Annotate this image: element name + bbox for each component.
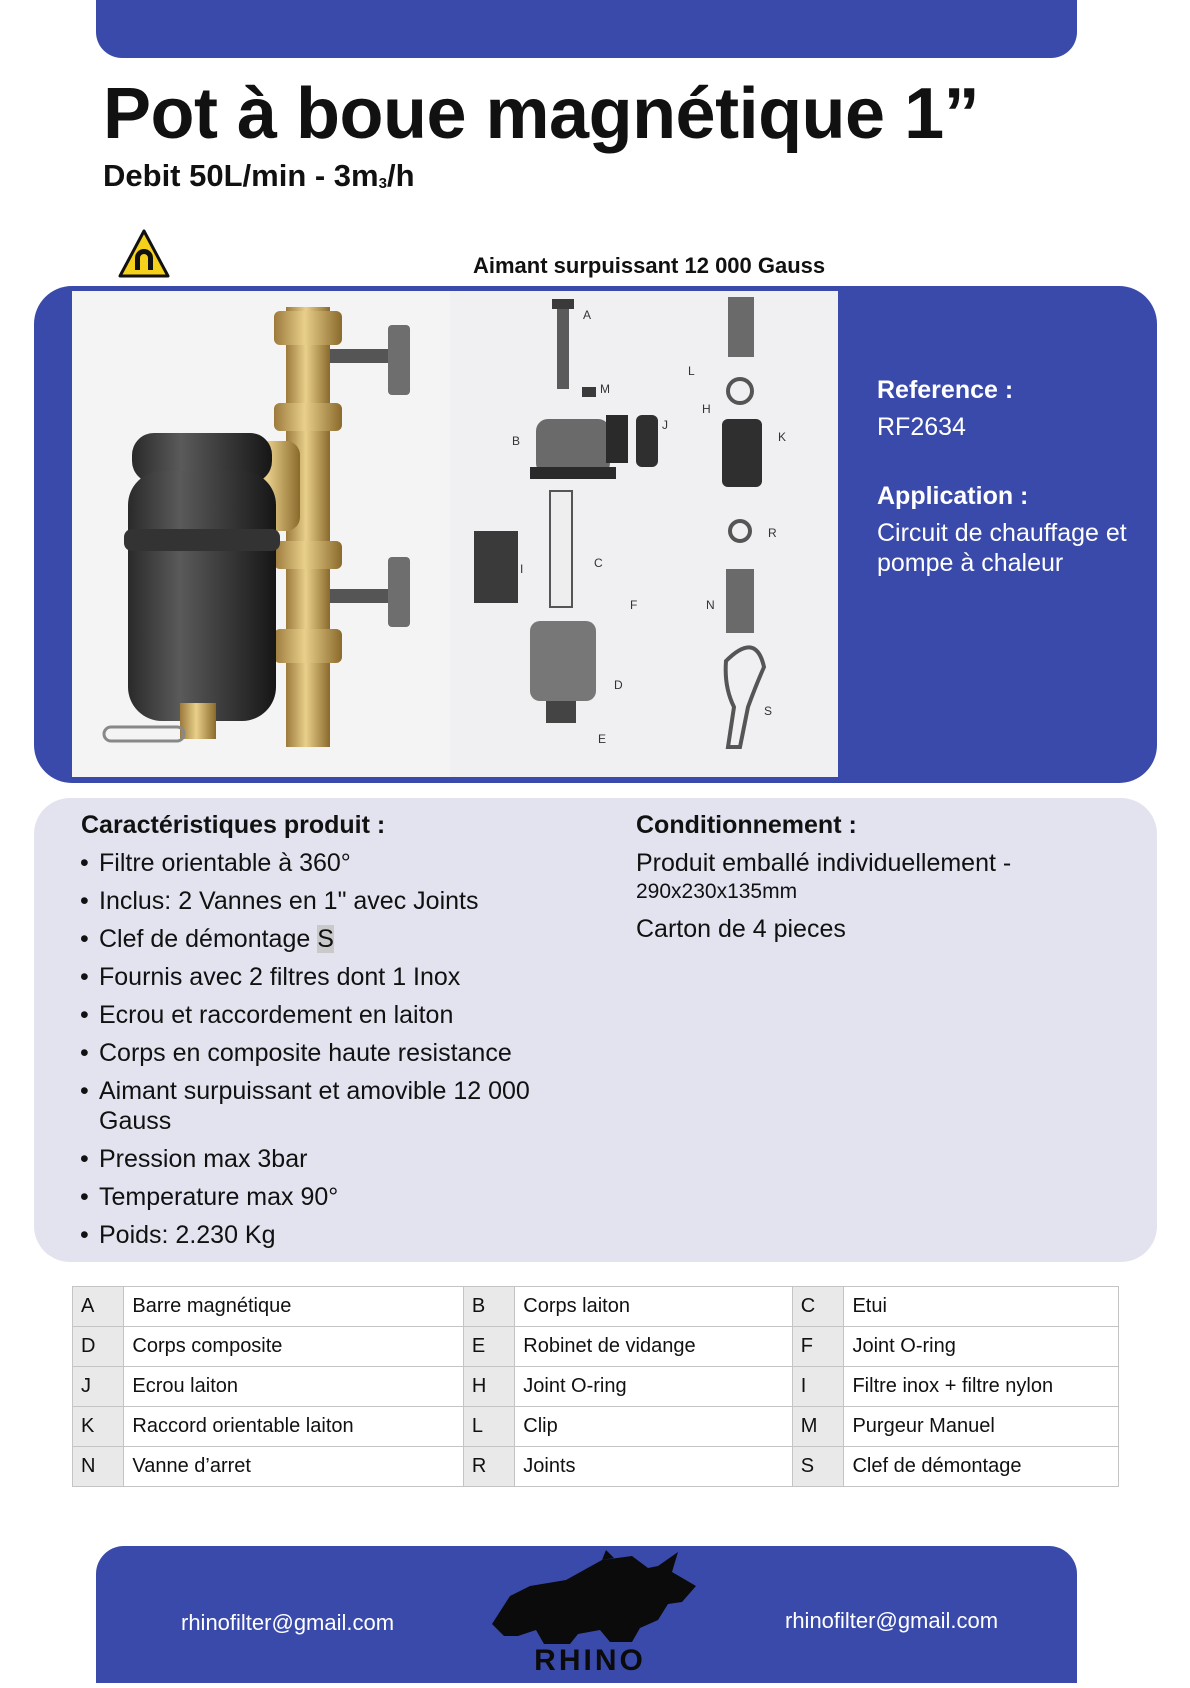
diagram-label: F (630, 598, 638, 612)
list-item: • Ecrou et raccordement en laiton (80, 1000, 600, 1030)
table-row: N Vanne d’arret R Joints S Clef de démontage (73, 1447, 1119, 1487)
diagram-label: E (598, 732, 607, 746)
list-item: • Clef de démontage S (80, 924, 600, 954)
page-subtitle (103, 158, 415, 194)
magnet-caption: Aimant surpuissant 12 000 Gauss (473, 253, 826, 278)
diagram-label: L (688, 364, 695, 378)
product-info (877, 376, 1157, 578)
reference-label: Reference : (877, 376, 1014, 404)
table-row: K Raccord orientable laiton L Clip M Purgeur Manuel (73, 1407, 1119, 1447)
diagram-label: I (520, 562, 524, 576)
parts-table (72, 1286, 1119, 1487)
brand-name: RHINO (534, 1644, 646, 1677)
email-link-right[interactable]: rhinofilter@gmail.com (785, 1608, 999, 1633)
subtitle-superscript: 3 (378, 175, 387, 192)
diagram-label: K (778, 430, 787, 444)
top-banner (96, 0, 1077, 58)
diagram-label: J (662, 418, 668, 432)
list-item: • Filtre orientable à 360° (80, 848, 600, 878)
diagram-label: D (614, 678, 623, 692)
diagram-label: N (706, 598, 715, 612)
diagram-label: H (702, 402, 711, 416)
list-item: • Corps en composite haute resistance (80, 1038, 600, 1068)
diagram-label: A (583, 308, 592, 322)
list-item: • Pression max 3bar (80, 1144, 600, 1174)
diagram-label: C (594, 556, 603, 570)
packaging-carton: Carton de 4 pieces (636, 915, 846, 943)
diagram-label: R (768, 526, 777, 540)
product-photo (72, 291, 450, 777)
table-row: A Barre magnétique B Corps laiton C Etui (73, 1287, 1119, 1327)
exploded-diagram (450, 291, 838, 777)
application-line-1: Circuit de chauffage et (877, 519, 1127, 547)
features-title: Caractéristiques produit : (81, 811, 386, 839)
packaging-dimensions: 290x230x135mm (636, 880, 798, 903)
page-title: Pot à boue magnétique 1” (103, 74, 980, 154)
application-line-2: pompe à chaleur (877, 549, 1064, 577)
list-item: • Fournis avec 2 filtres dont 1 Inox (80, 962, 600, 992)
magnet-warning-icon (117, 228, 171, 280)
packaging-line-1: Produit emballé individuellement - (636, 849, 1012, 877)
list-item: • Aimant surpuissant et amovible 12 000 Gauss (80, 1076, 600, 1136)
features-list (80, 848, 600, 1258)
application-label: Application : (877, 482, 1029, 510)
highlighted-letter: S (317, 925, 334, 953)
table-row: D Corps composite E Robinet de vidange F Joint O-ring (73, 1327, 1119, 1367)
list-item: • Inclus: 2 Vannes en 1" avec Joints (80, 886, 600, 916)
subtitle-end: /h (386, 158, 415, 193)
diagram-label: S (764, 704, 773, 718)
list-item: • Temperature max 90° (80, 1182, 600, 1212)
reference-value: RF2634 (877, 413, 966, 441)
email-link-left[interactable]: rhinofilter@gmail.com (181, 1610, 395, 1635)
diagram-label: B (512, 434, 521, 448)
table-row: J Ecrou laiton H Joint O-ring I Filtre inox + filtre nylon (73, 1367, 1119, 1407)
packaging-title: Conditionnement : (636, 811, 857, 839)
application-value (877, 518, 1157, 578)
subtitle-main: Debit 50L/min - 3m (103, 158, 379, 193)
list-item: • Poids: 2.230 Kg (80, 1220, 600, 1250)
diagram-label: M (600, 382, 610, 396)
